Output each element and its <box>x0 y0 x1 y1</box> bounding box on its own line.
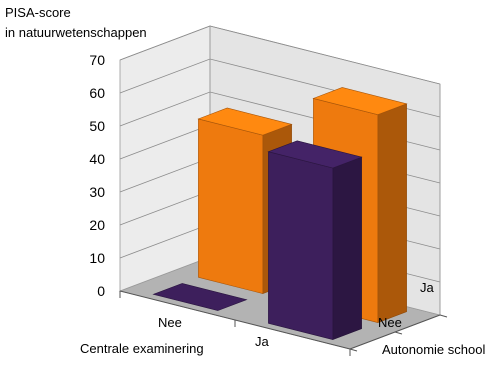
bar-front <box>198 119 262 294</box>
bar-side <box>378 104 407 323</box>
x-category-label: Nee <box>158 315 182 330</box>
depth-axis-title: Autonomie school <box>382 342 486 357</box>
x-category-label: Ja <box>255 334 269 349</box>
y-tick-label: 50 <box>89 118 105 134</box>
y-tick-label: 60 <box>89 85 105 101</box>
y-tick-label: 0 <box>97 283 105 299</box>
x-axis-title: Centrale examinering <box>80 341 204 356</box>
depth-axis-tick <box>395 332 402 334</box>
y-axis-title-line-1: PISA-score <box>5 5 71 20</box>
y-axis-title-line-2: in natuurwetenschappen <box>5 25 147 40</box>
depth-axis-tick <box>440 315 447 317</box>
depth-axis-tick <box>350 349 357 351</box>
bar-3d <box>268 141 361 340</box>
y-tick-label: 30 <box>89 184 105 200</box>
depth-category-label: Ja <box>420 280 434 295</box>
bar-front <box>268 152 332 340</box>
y-tick-label: 70 <box>89 52 105 68</box>
chart-left-wall <box>120 26 210 291</box>
y-tick-label: 20 <box>89 217 105 233</box>
y-tick-label: 10 <box>89 250 105 266</box>
y-tick-labels <box>89 52 105 299</box>
depth-category-label: Nee <box>378 315 402 330</box>
bar-side <box>333 157 362 340</box>
y-tick-label: 40 <box>89 151 105 167</box>
